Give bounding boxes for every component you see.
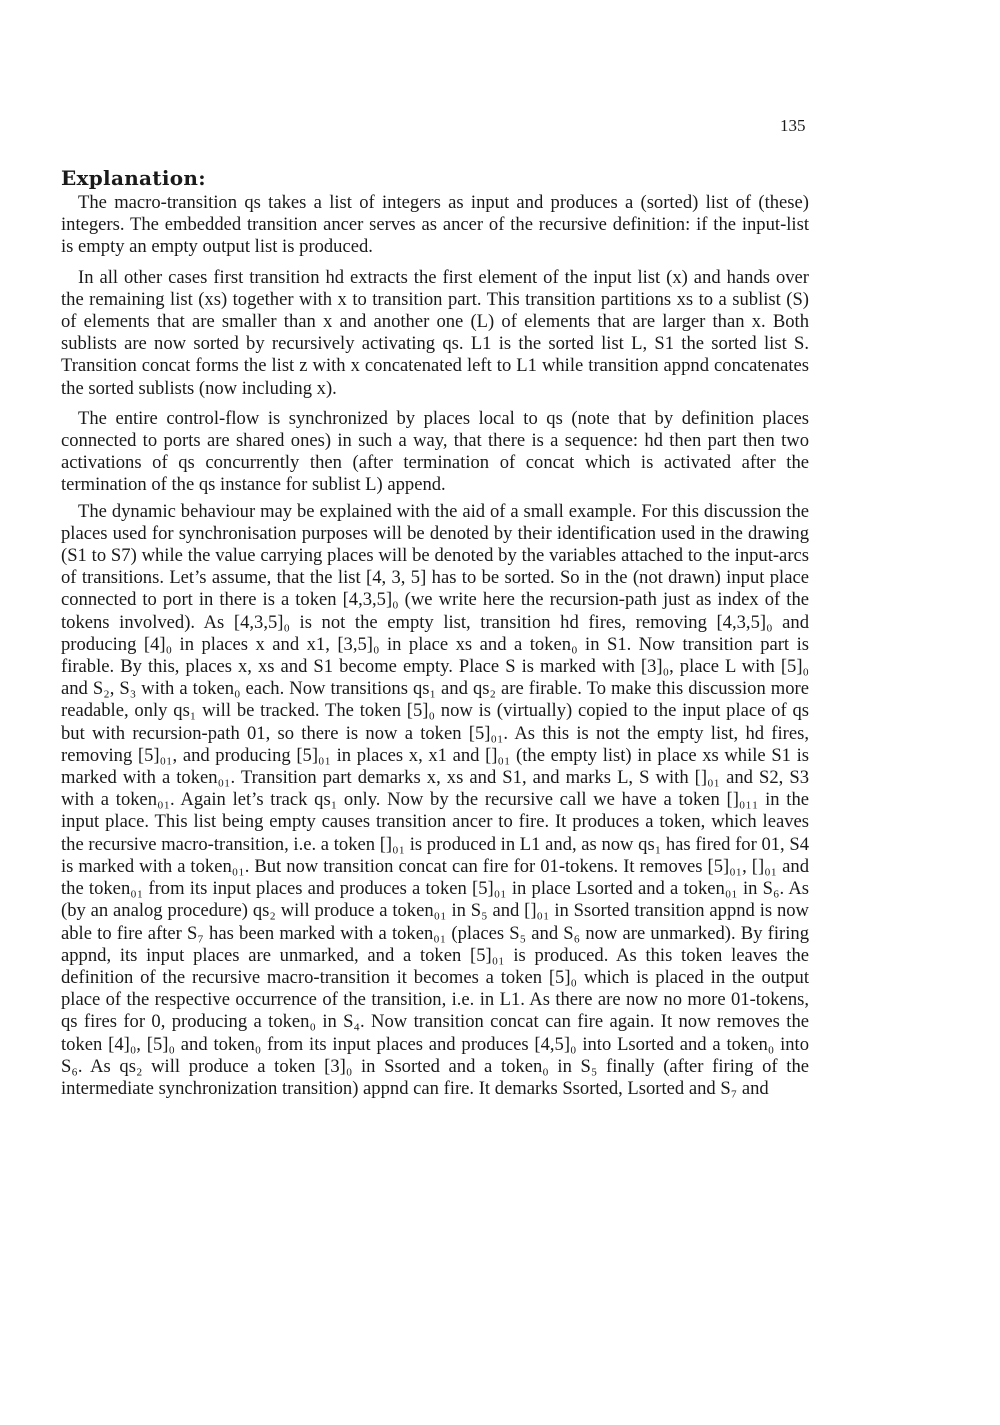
page-number: 135 [780, 116, 806, 135]
paragraph-2: In all other cases first transition hd extracts the first element of the input list (x) and hands over the remaining list (xs) together with x to transition part. This transition partitions xs to a sublist (S) of elements that are smaller than x and another one (L) of elements that are larger than x. Both sublists are now sorted by recursively activating qs. L1 is the sorted list L, S1 the sorted list S. Transition concat forms the list z with x concatenated left to L1 while transition appnd concatenates the sorted sublists (now including x). [61, 266, 809, 399]
paragraph-4: The dynamic behaviour may be explained with the aid of a small example. For this discussion the places used for synchronisation purposes will be denoted by their identification used in the drawing (S1 to S7) while the value carrying places will be denoted by the variables attached to the input-arcs of transitions. Let’s assume, that the list [4, 3, 5] has to be sorted. So in the (not drawn) input place connected to port in there is a token [4,3,5]₀ (we write here the recursion-path just as index of the tokens involved). As [4,3,5]₀ is not the empty list, transition hd fires, removing [4,3,5]₀ and producing [4]₀ in places x and x1, [3,5]₀ in place xs and a token₀ in S1. Now transition part is firable. By this, places x, xs and S1 become empty. Place S is marked with [3]₀, place L with [5]₀ and S₂, S₃ with a token₀ each. Now transitions qs₁ and qs₂ are firable. To make this discussion more readable, only qs₁ will be tracked. The token [5]₀ now is (virtually) copied to the input place of qs but with recursion-path 01, so there is now a token [5]₀₁. As this is not the empty list, hd fires, removing [5]₀₁, and producing [5]₀₁ in places x, x1 and []₀₁ (the empty list) in place xs while S1 is marked with a token₀₁. Transition part demarks x, xs and S1, and marks L, S with []₀₁ and S2, S3 with a token₀₁. Again let’s track qs₁ only. Now by the recursive call we have a token []₀₁₁ in the input place. This list being empty causes transition ancer to fire. It produces a token, which leaves the recursive macro-transition, i.e. a token []₀₁ is produced in L1 and, as now qs₁ has fired for 01, S4 is marked with a token₀₁. But now transition concat can fire for 01-tokens. It removes [5]₀₁, []₀₁ and the token₀₁ from its input places and produces a token [5]₀₁ in place Lsorted and a token₀₁ in S₆. As (by an analog procedure) qs₂ will produce a token₀₁ in S₅ and []₀₁ in Ssorted transition appnd is now able to fire after S₇ has been marked with a token₀₁ (places S₅ and S₆ now are unmarked). By firing appnd, its input places are unmarked, and a token [5]₀₁ is produced. As this token leaves the definition of the recursive macro-transition it becomes a token [5]₀ which is placed in the output place of the respective occurrence of the transition, i.e. in L1. As there are now no more 01-tokens, qs fires for 0, producing a token₀ in S₄. Now transition concat can fire again. It now removes the token [4]₀, [5]₀ and token₀ from its input places and produces [4,5]₀ into Lsorted and a token₀ into S₆. As qs₂ will produce a token [3]₀ in Ssorted and a token₀ in S₅ finally (after firing of the intermediate synchronization transition) appnd can fire. It demarks Ssorted, Lsorted and S₇ and [61, 500, 809, 1099]
paragraph-1: The macro-transition qs takes a list of integers as input and produces a (sorted) list of (these) integers. The embedded transition ancer serves as ancer of the recursive definition: if the input-list is empty an empty output list is produced. [61, 192, 809, 258]
body-text [61, 192, 809, 1108]
section-heading: Explanation: [61, 166, 206, 190]
paragraph-3: The entire control-flow is synchronized by places local to qs (note that by definition places connected to ports are shared ones) in such a way, that there is a sequence: hd then part then two activations of qs concurrently then (after termination of concat which is activated after the termination of the qs instance for sublist L) append. [61, 407, 809, 496]
